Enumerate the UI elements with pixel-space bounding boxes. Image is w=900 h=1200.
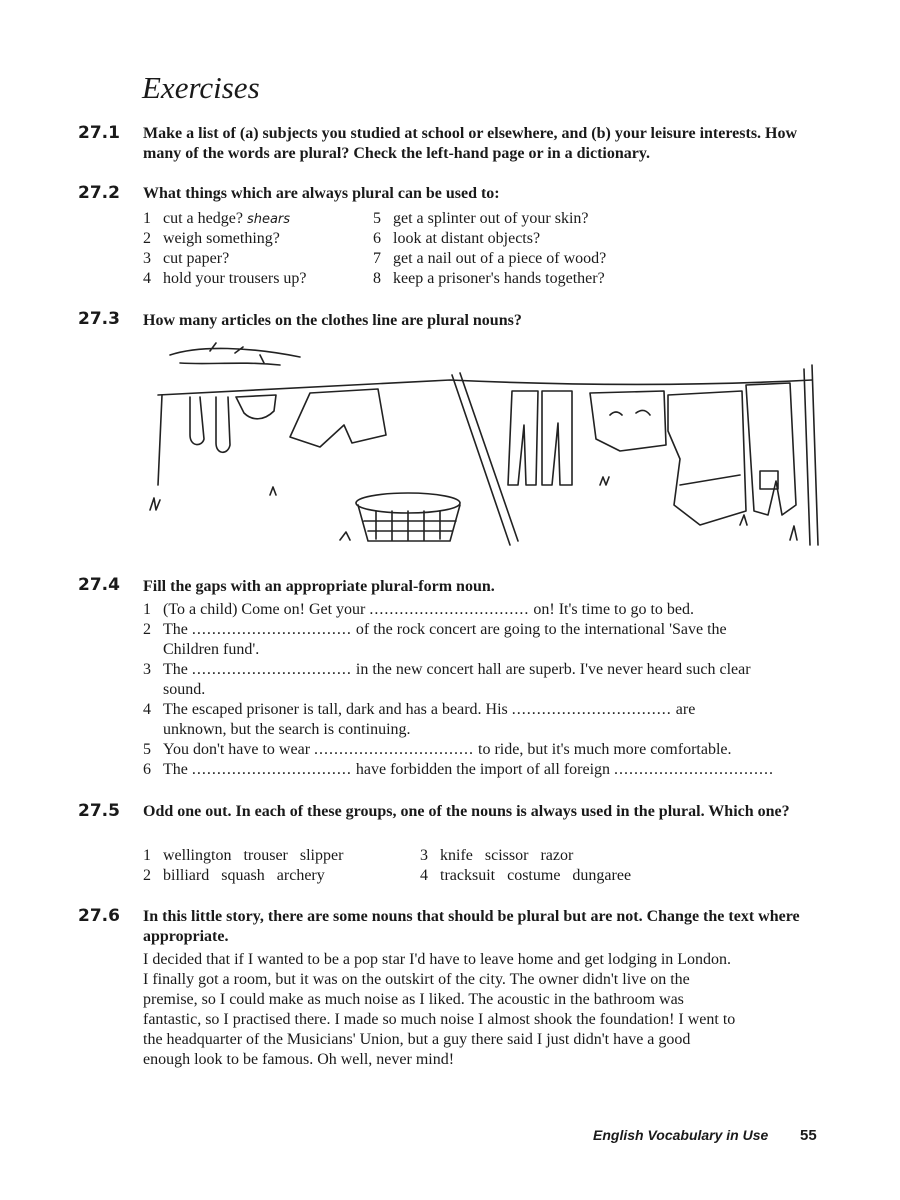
- answer-gap[interactable]: ................................: [511, 701, 672, 718]
- underpants: [236, 395, 276, 419]
- clothes-prop: [452, 373, 518, 545]
- list-item: 2 weigh something?: [143, 230, 280, 247]
- story-line: premise, so I could make as much noise as I liked. The acoustic in the bathroom was: [143, 991, 684, 1008]
- list-item: 6 look at distant objects?: [373, 230, 541, 247]
- answer-gap[interactable]: ................................: [614, 761, 775, 778]
- exercise-instruction: How many articles on the clothes line are plural nouns?: [143, 312, 522, 329]
- list-item: 3 The ................................ in the new concert hall are superb. I've never heard such clear: [143, 661, 751, 678]
- list-item-continuation: Children fund'.: [163, 641, 260, 658]
- page-title: Exercises: [142, 70, 260, 105]
- exercise-number: 27.2: [78, 183, 120, 203]
- word-group: 2 billiard squash archery: [143, 867, 325, 884]
- shorts: [290, 389, 386, 447]
- story-line: I finally got a room, but it was on the outskirt of the city. The owner didn't live on the: [143, 971, 690, 988]
- exercise-number: 27.5: [78, 801, 120, 821]
- pyjama-top: [590, 391, 666, 451]
- list-item: 2 The ................................ of the rock concert are going to the international 'Save the: [143, 621, 727, 638]
- list-item: 8 keep a prisoner's hands together?: [373, 270, 605, 287]
- grass: [150, 477, 797, 540]
- page-number: 55: [800, 1127, 817, 1144]
- dungarees: [746, 383, 796, 515]
- answer-gap[interactable]: ................................: [314, 741, 475, 758]
- list-item: 4 hold your trousers up?: [143, 270, 307, 287]
- list-item-continuation: unknown, but the search is continuing.: [163, 721, 411, 738]
- word-group: 3 knife scissor razor: [420, 847, 574, 864]
- list-item: 1 cut a hedge? shears: [143, 210, 291, 227]
- tree-branch: [170, 343, 300, 365]
- list-item: 7 get a nail out of a piece of wood?: [373, 250, 607, 267]
- list-item: 1 (To a child) Come on! Get your ................................ on! It's time to go to bed.: [143, 601, 695, 618]
- exercise-instruction: Odd one out. In each of these groups, one of the nouns is always used in the plural. Which one?: [143, 803, 790, 820]
- jeans: [542, 391, 572, 485]
- right-post: [804, 365, 818, 545]
- exercise-instruction: Fill the gaps with an appropriate plural-form noun.: [143, 578, 495, 595]
- story-line: I decided that if I wanted to be a pop star I'd have to leave home and get lodging in London.: [143, 951, 732, 968]
- answer-gap[interactable]: ................................: [369, 601, 530, 618]
- trousers: [508, 391, 538, 485]
- exercise-instruction: Make a list of (a) subjects you studied at school or elsewhere, and (b) your leisure interests. How many of the words are plural? Check the left-hand page or in a dictionary.: [143, 125, 798, 162]
- laundry-basket: [356, 493, 460, 513]
- word-group: 4 tracksuit costume dungaree: [420, 867, 632, 884]
- example-answer: shears: [246, 212, 291, 227]
- list-item: 5 You don't have to wear ................................ to ride, but it's much more comfortable.: [143, 741, 732, 758]
- exercise-number: 27.6: [78, 906, 120, 926]
- exercise-number: 27.4: [78, 575, 120, 595]
- list-item-continuation: sound.: [163, 681, 206, 698]
- exercise-instruction: In this little story, there are some nouns that should be plural but are not. Change the text where appropriate.: [143, 908, 800, 945]
- clothesline-illustration: [140, 335, 830, 555]
- list-item: 4 The escaped prisoner is tall, dark and has a beard. His ................................ are: [143, 701, 696, 718]
- socks: [190, 397, 230, 452]
- word-group: 1 wellington trouser slipper: [143, 847, 344, 864]
- answer-gap[interactable]: ................................: [191, 761, 352, 778]
- answer-gap[interactable]: ................................: [191, 661, 352, 678]
- story-line: fantastic, so I practised there. I made so much noise I almost shook the foundation! I went to: [143, 1011, 736, 1028]
- answer-gap[interactable]: ................................: [191, 621, 352, 638]
- sweater: [668, 391, 746, 525]
- story-line: the headquarter of the Musicians' Union, but a guy there said I just didn't have a good: [143, 1031, 691, 1048]
- list-item: 3 cut paper?: [143, 250, 230, 267]
- exercise-instruction: What things which are always plural can be used to:: [143, 185, 500, 202]
- story-line: enough look to be famous. Oh well, never mind!: [143, 1051, 455, 1068]
- left-post: [158, 395, 162, 485]
- exercise-number: 27.1: [78, 123, 120, 143]
- list-item: 6 The ................................ have forbidden the import of all foreign ................................: [143, 761, 775, 778]
- list-item: 5 get a splinter out of your skin?: [373, 210, 589, 227]
- exercise-number: 27.3: [78, 309, 120, 329]
- book-title: English Vocabulary in Use: [593, 1127, 769, 1143]
